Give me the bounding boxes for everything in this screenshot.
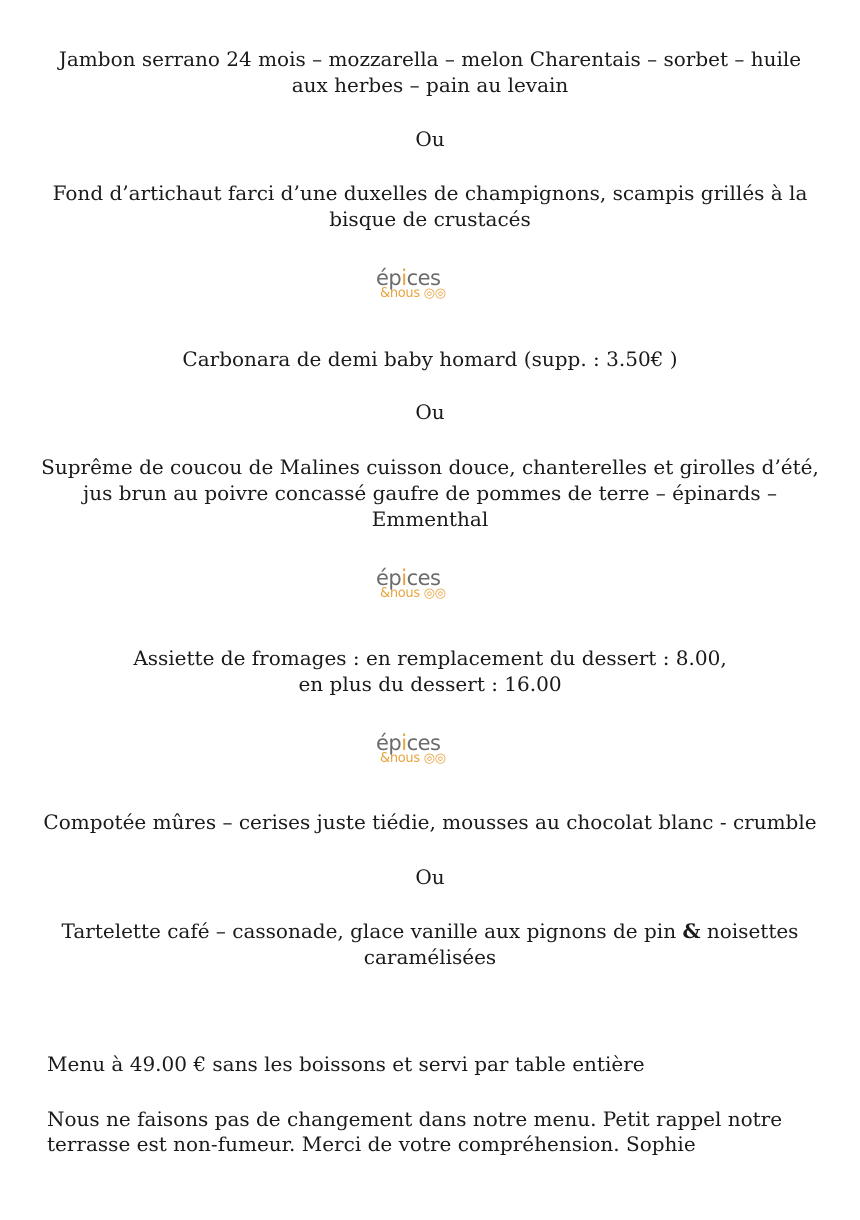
main-2: Suprême de coucou de Malines cuisson douce, chanterelles et girolles d’été, jus brun au poivre concassé gaufre de pommes de terre – épinards – Emmenthal [41,455,819,531]
logo-sub: &nous ◎◎ [380,586,446,601]
logo-circles-icon: ◎◎ [423,286,446,301]
or-separator-2: Ou [415,400,445,424]
logo-word: épices [376,731,441,755]
epices-logo-2 [376,566,486,610]
logo-circles-icon: ◎◎ [423,751,446,766]
starter-2: Fond d’artichaut farci d’une duxelles de champignons, scampis grillés à la bisque de crustacés [52,181,808,231]
dessert-2: Tartelette café – cassonade, glace vanille aux pignons de pin & noisettes caramélisées [61,919,799,969]
cheese-line-2: en plus du dessert : 16.00 [298,672,562,696]
logo-circles-icon: ◎◎ [423,586,446,601]
starter-1: Jambon serrano 24 mois – mozzarella – melon Charentais – sorbet – huile aux herbes – pain au levain [58,47,802,97]
logo-sub: &nous ◎◎ [380,751,446,766]
logo-word: épices [376,266,441,290]
main-1: Carbonara de demi baby homard (supp. : 3.50€ ) [182,347,678,371]
dessert-1: Compotée mûres – cerises juste tiédie, mousses au chocolat blanc - crumble [43,810,817,834]
epices-logo-3 [376,731,486,775]
cheese-line-1: Assiette de fromages : en remplacement du dessert : 8.00, [133,646,727,670]
footer-note: Nous ne faisons pas de changement dans notre menu. Petit rappel notre terrasse est non-fumeur. Merci de votre compréhension. Sophie [47,1107,783,1156]
or-separator-3: Ou [415,865,445,889]
logo-sub: &nous ◎◎ [380,286,446,301]
logo-word: épices [376,566,441,590]
epices-logo-1 [376,266,486,310]
or-separator-1: Ou [415,127,445,151]
menu-price: Menu à 49.00 € sans les boissons et servi par table entière [47,1052,645,1076]
